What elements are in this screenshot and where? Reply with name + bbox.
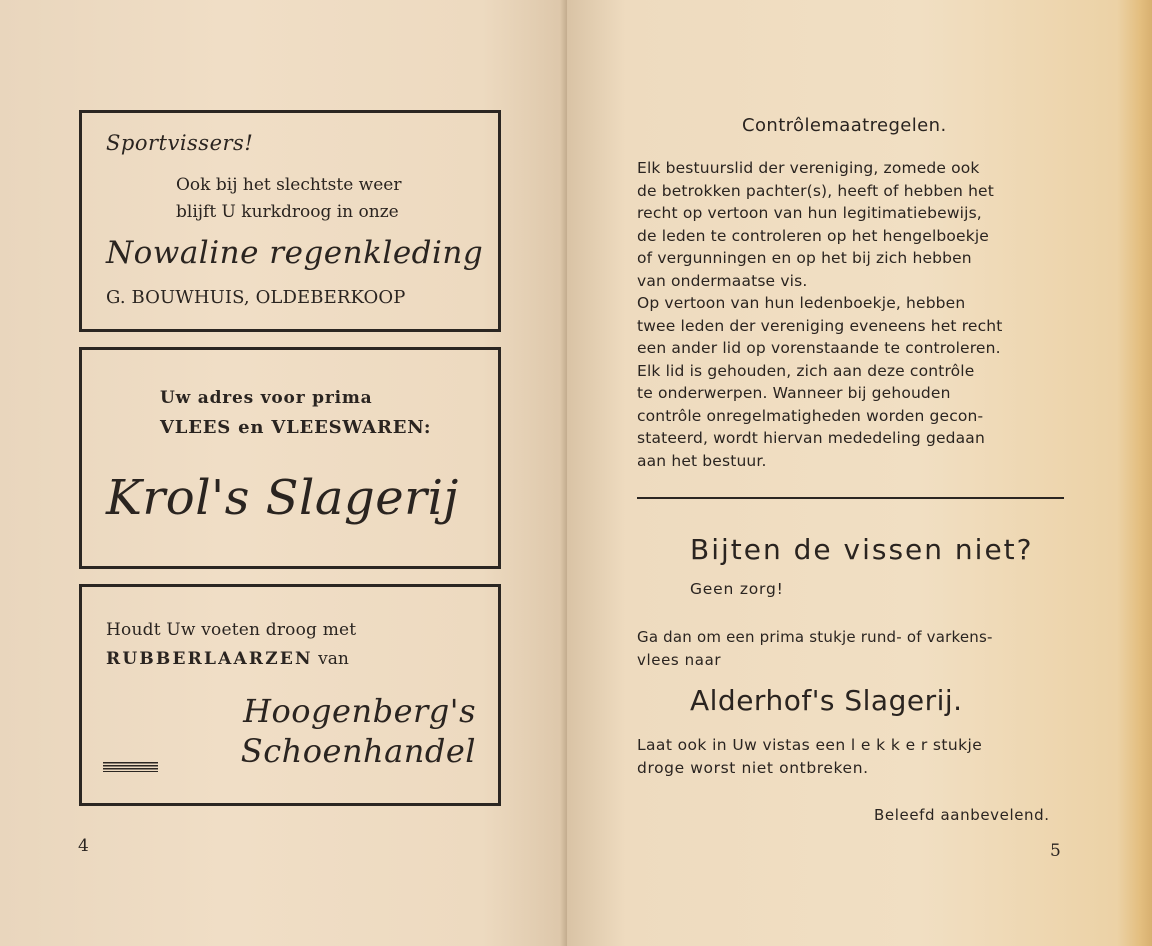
ad3-name-line1: Hoogenberg's xyxy=(243,692,476,730)
ad-line3: Laat ook in Uw vistas een l e k k e r stukje xyxy=(637,736,983,754)
ad3-line2-bold: RUBBERLAARZEN xyxy=(106,649,313,669)
paragraph-line: contrôle onregelmatigheden worden gecon- xyxy=(637,406,984,425)
paragraph-line: twee leden der vereniging eveneens het recht xyxy=(637,316,1003,335)
paragraph-line: aan het bestuur. xyxy=(637,451,767,470)
ad3-line2-rest: van xyxy=(318,649,349,669)
ad1-address: G. BOUWHUIS, OLDEBERKOOP xyxy=(106,287,406,308)
left-page xyxy=(0,0,567,946)
ad-headline: Bijten de vissen niet? xyxy=(690,533,1034,566)
paragraph-line: Elk lid is gehouden, zich aan deze contrôle xyxy=(637,361,975,380)
decorative-rule xyxy=(103,762,158,772)
paragraph-line: recht op vertoon van hun legitimatiebewijs, xyxy=(637,204,982,222)
page-number-right: 5 xyxy=(1050,841,1061,861)
ad-hoogenbergs xyxy=(79,584,501,806)
paragraph-line: Elk bestuurslid der vereniging, zomede ook xyxy=(637,159,980,177)
page-number-left: 4 xyxy=(78,836,89,856)
section-heading: Contrôlemaatregelen. xyxy=(742,115,947,136)
paragraph-line: de betrokken pachter(s), heeft of hebben het xyxy=(637,181,994,200)
ad2-line1: Uw adres voor prima xyxy=(160,388,373,408)
paragraph-line: een ander lid op vorenstaande te controleren. xyxy=(637,339,1001,357)
ad3-line1: Houdt Uw voeten droog met xyxy=(106,620,357,640)
ad-line1: Ga dan om een prima stukje rund- of varkens- xyxy=(637,628,993,646)
paragraph-line: stateerd, wordt hiervan mededeling gedaan xyxy=(637,429,985,447)
paragraph-line: te onderwerpen. Wanneer bij gehouden xyxy=(637,384,951,402)
section-divider xyxy=(637,497,1064,499)
ad2-name: Krol's Slagerij xyxy=(106,470,459,526)
paragraph-line: van ondermaatse vis. xyxy=(637,271,808,290)
ad1-headline: Sportvissers! xyxy=(106,131,254,155)
ad-line4: droge worst niet ontbreken. xyxy=(637,759,869,777)
ad-subhead: Geen zorg! xyxy=(690,580,784,598)
paragraph-line: Op vertoon van hun ledenboekje, hebben xyxy=(637,294,966,312)
ad-nowaline xyxy=(79,110,501,332)
ad-closing: Beleefd aanbevelend. xyxy=(874,806,1050,824)
ad1-line2: blijft U kurkdroog in onze xyxy=(176,202,399,222)
rules-paragraph xyxy=(637,157,1002,472)
ad-line2: vlees naar xyxy=(637,651,722,669)
ad1-product: Nowaline regenkleding xyxy=(106,235,484,271)
ad1-line1: Ook bij het slechtste weer xyxy=(176,175,402,195)
ad3-name-line2: Schoenhandel xyxy=(240,732,476,770)
ad3-line2 xyxy=(106,649,349,669)
ad2-line2: VLEES en VLEESWAREN: xyxy=(160,417,432,438)
ad-krols-slagerij xyxy=(79,347,501,569)
ad-name: Alderhof's Slagerij. xyxy=(690,684,963,717)
paragraph-line: of vergunningen en op het bij zich hebben xyxy=(637,249,972,267)
right-page xyxy=(567,0,1152,946)
paragraph-line: de leden te controleren op het hengelboekje xyxy=(637,226,989,245)
